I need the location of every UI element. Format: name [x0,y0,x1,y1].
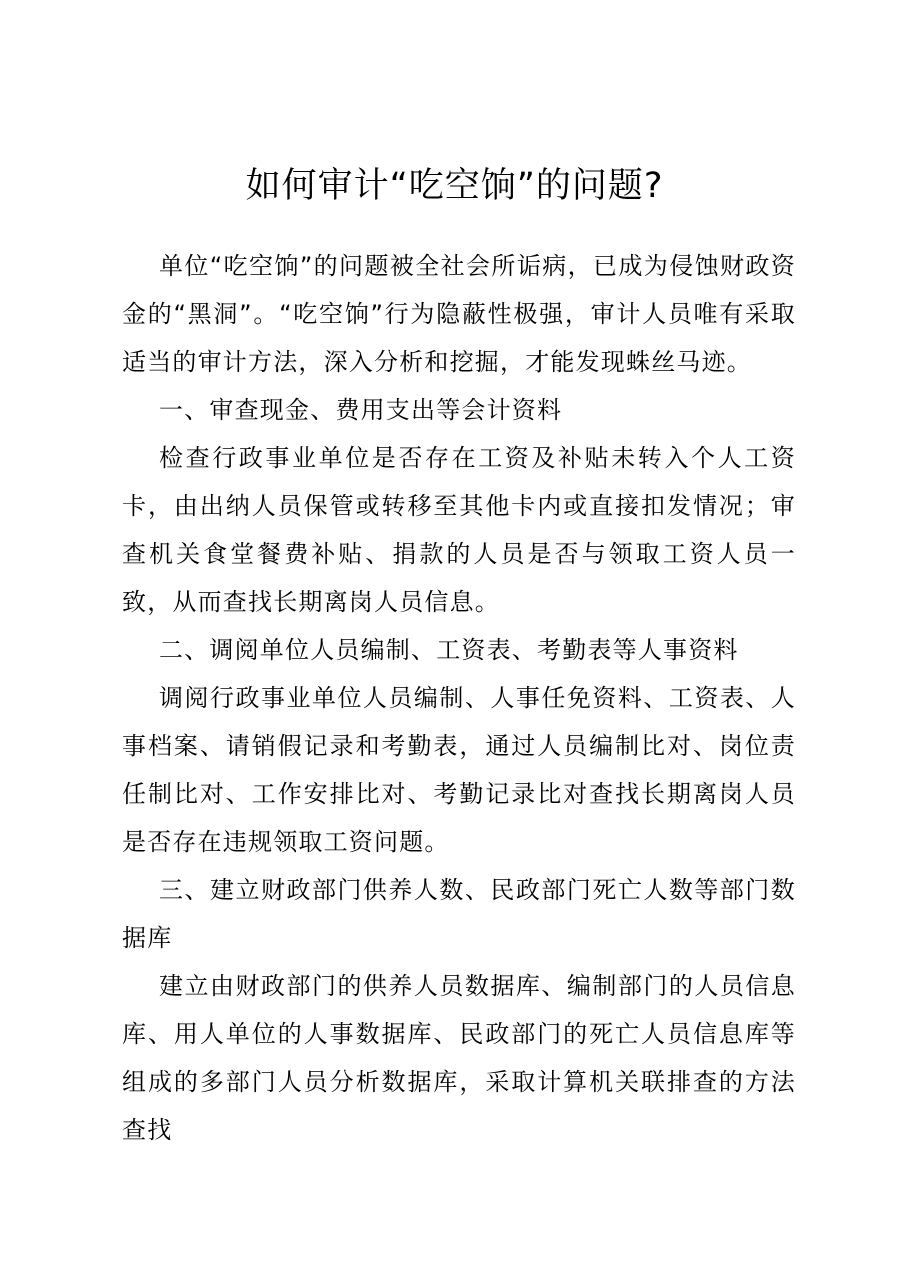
section-heading-3: 三、建立财政部门供养人数、民政部门死亡人数等部门数据库 [122,876,796,952]
document-title: 如何审计“吃空饷”的问题? [245,166,664,206]
section-paragraph-3: 建立由财政部门的供养人员数据库、编制部门的人员信息库、用人单位的人事数据库、民政部门的死亡人员信息库等组成的多部门人员分析数据库，采取计算机关联排查的方法查找 [122,972,796,1144]
document-body [122,242,796,1154]
section-paragraph-1: 检查行政事业单位是否存在工资及补贴未转入个人工资卡，由出纳人员保管或转移至其他卡内或直接扣发情况；审查机关食堂餐费补贴、捐款的人员是否与领取工资人员一致，从而查找长期离岗人员信息。 [122,444,796,616]
section-paragraph-2: 调阅行政事业单位人员编制、人事任免资料、工资表、人事档案、请销假记录和考勤表，通过人员编制比对、岗位责任制比对、工作安排比对、考勤记录比对查找长期离岗人员是否存在违规领取工资问题。 [122,684,796,856]
section-heading-2: 二、调阅单位人员编制、工资表、考勤表等人事资料 [159,636,739,664]
section-heading-1: 一、审查现金、费用支出等会计资料 [159,396,563,424]
intro-paragraph: 单位“吃空饷”的问题被全社会所诟病，已成为侵蚀财政资金的“黑洞”。“吃空饷”行为隐蔽性极强，审计人员唯有采取适当的审计方法，深入分析和挖掘，才能发现蛛丝马迹。 [122,252,796,376]
